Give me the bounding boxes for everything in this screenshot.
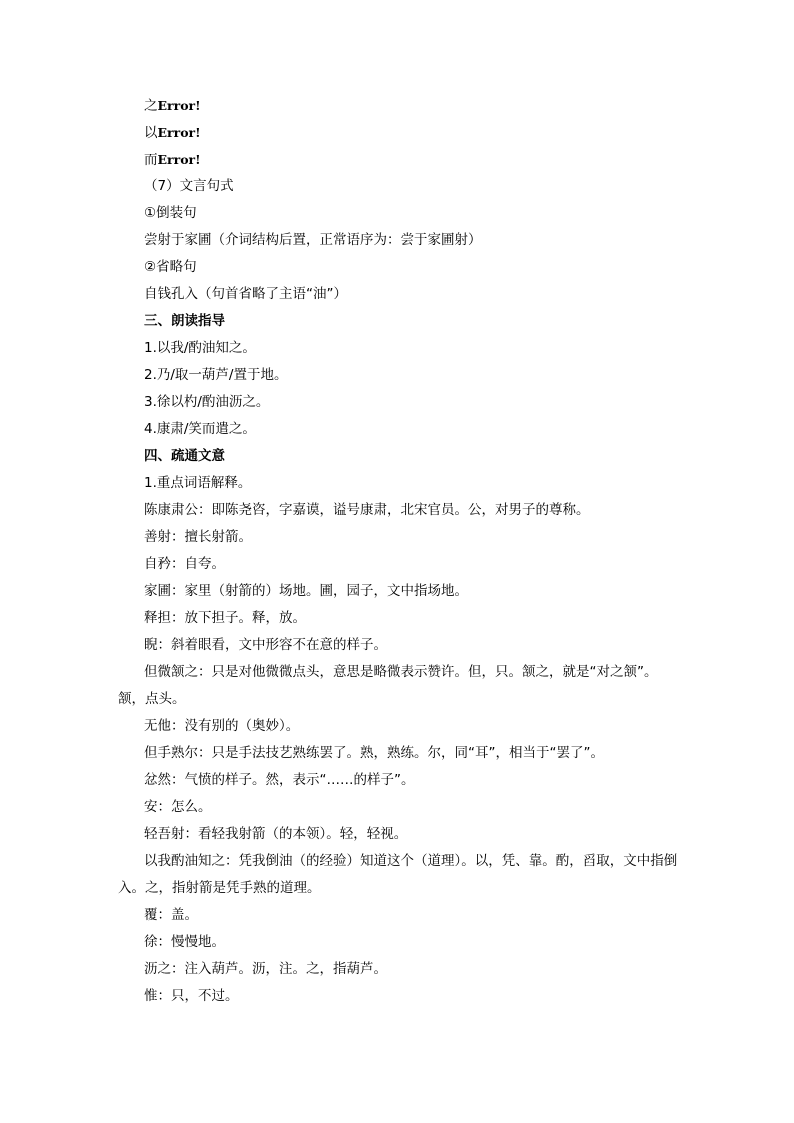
field-error-text: Error! xyxy=(157,98,201,113)
reading-heading: 三、朗读指导 xyxy=(144,313,225,329)
glossary-entry: 覆：盖。 xyxy=(144,907,198,923)
conjunction-word: 之 xyxy=(144,98,158,114)
inversion-subheading: ①倒装句 xyxy=(144,205,197,221)
glossary-entry: 以我酌油知之：凭我倒油（的经验）知道这个（道理）。以，凭、靠。酌，舀取，文中指倒入。之，指射箭是凭手熟的道理。 xyxy=(118,853,678,896)
reading-item: 2.乃/取一葫芦/置于地。 xyxy=(144,367,288,383)
reading-item: 3.徐以杓/酌油沥之。 xyxy=(144,394,270,410)
glossary-entry: 无他：没有别的（奥妙）。 xyxy=(144,718,300,734)
conjunction-word: 而 xyxy=(144,152,158,168)
glossary-entry: 轻吾射：看轻我射箭（的本领）。轻，轻视。 xyxy=(144,826,408,842)
glossary-entry: 但手熟尔：只是手法技艺熟练罢了。熟，熟练。尔，同“耳”，相当于“罢了”。 xyxy=(144,745,604,761)
field-error-text: Error! xyxy=(157,125,201,140)
glossary-entry: 自矜：自夸。 xyxy=(144,556,225,572)
document-body xyxy=(118,92,678,1010)
inversion-example: 尝射于家圃（介词结构后置，正常语序为：尝于家圃射） xyxy=(144,232,482,248)
reading-item: 1.以我/酌油知之。 xyxy=(144,340,256,356)
glossary-entry: 沥之：注入葫芦。沥，注。之，指葫芦。 xyxy=(144,961,387,977)
glossary-entry: 陈康肃公：即陈尧咨，字嘉谟，谥号康肃，北宋官员。公，对男子的尊称。 xyxy=(144,502,590,518)
ellipsis-example: 自钱孔入（句首省略了主语“油”） xyxy=(144,286,347,302)
glossary-entry: 安：怎么。 xyxy=(144,799,212,815)
ellipsis-subheading: ②省略句 xyxy=(144,259,197,275)
glossary-entry: 忿然：气愤的样子。然，表示“……的样子”。 xyxy=(144,772,415,788)
sentence-patterns-heading: （7）文言句式 xyxy=(144,178,234,194)
conjunction-line-er xyxy=(118,146,678,173)
conjunction-line-yi xyxy=(118,119,678,146)
glossary-entry: 惟：只，不过。 xyxy=(144,988,239,1004)
glossary-entry: 家圃：家里（射箭的）场地。圃，园子，文中指场地。 xyxy=(144,583,468,599)
meaning-subheading: 1.重点词语解释。 xyxy=(144,475,252,491)
field-error-text: Error! xyxy=(157,152,201,167)
glossary-entry: 睨：斜着眼看，文中形容不在意的样子。 xyxy=(144,637,387,653)
reading-item: 4.康肃/笑而遣之。 xyxy=(144,421,256,437)
glossary-entry: 释担：放下担子。释，放。 xyxy=(144,610,306,626)
meaning-heading: 四、疏通文意 xyxy=(144,448,225,464)
glossary-entry: 善射：擅长射箭。 xyxy=(144,529,252,545)
glossary-entry: 徐：慢慢地。 xyxy=(144,934,225,950)
glossary-entry: 但微颔之：只是对他微微点头，意思是略微表示赞许。但，只。颔之，就是“对之颔”。颔，点头。 xyxy=(118,664,658,707)
conjunction-line-zhi xyxy=(118,92,678,119)
conjunction-word: 以 xyxy=(144,125,158,141)
